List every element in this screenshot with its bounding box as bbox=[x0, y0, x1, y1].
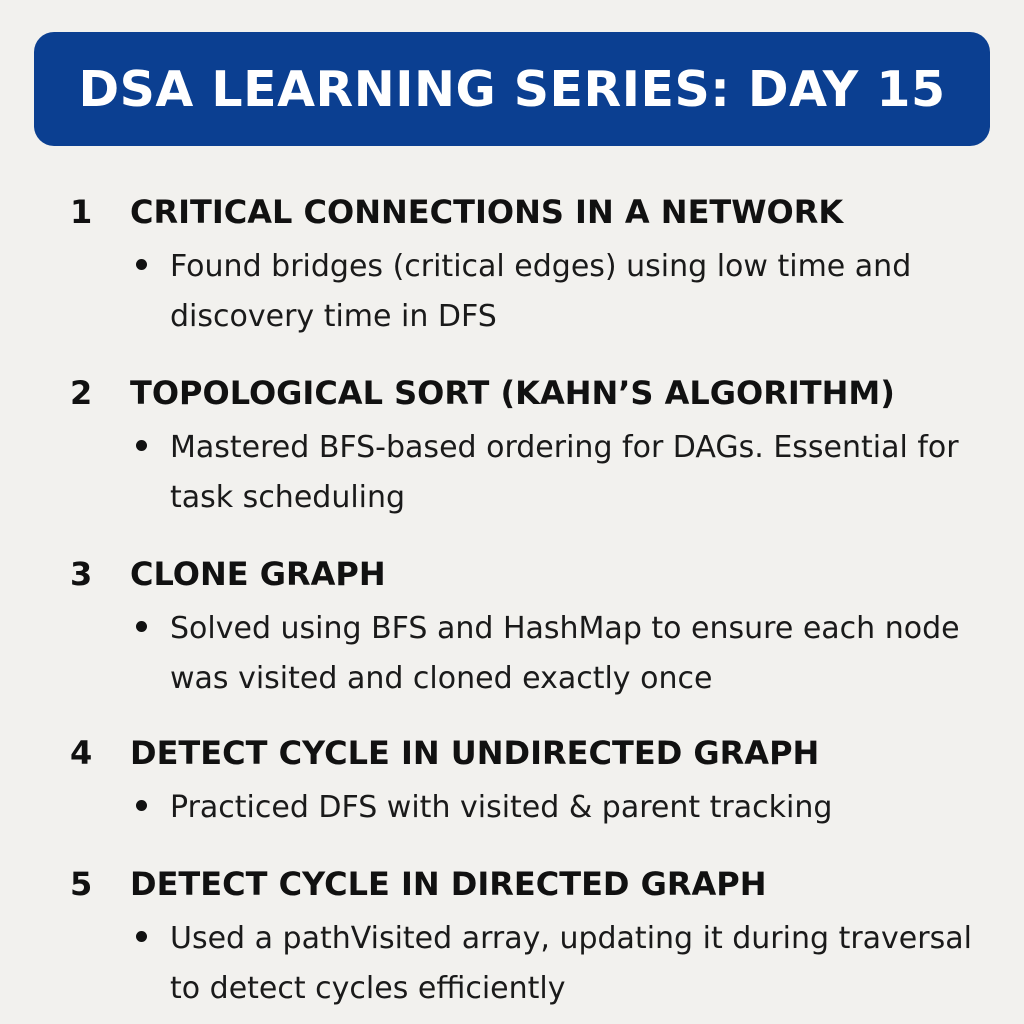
item-number: 4 bbox=[70, 734, 93, 772]
page-title: DSA LEARNING SERIES: DAY 15 bbox=[78, 60, 946, 118]
item-number: 2 bbox=[70, 374, 93, 412]
bullet-dot-icon bbox=[136, 440, 147, 451]
bullet-dot-icon bbox=[136, 800, 147, 811]
item-heading: DETECT CYCLE IN UNDIRECTED GRAPH bbox=[130, 734, 820, 772]
item-number: 1 bbox=[70, 193, 93, 231]
bullet-dot-icon bbox=[136, 259, 147, 270]
bullet-dot-icon bbox=[136, 621, 147, 632]
item-bullet-text: Mastered BFS-based ordering for DAGs. Essential for task scheduling bbox=[170, 430, 959, 515]
item-heading: CRITICAL CONNECTIONS IN A NETWORK bbox=[130, 193, 844, 231]
item-bullet-text: Found bridges (critical edges) using low time and discovery time in DFS bbox=[170, 249, 912, 334]
bullet-dot-icon bbox=[136, 931, 147, 942]
item-number: 5 bbox=[70, 865, 93, 903]
item-number: 3 bbox=[70, 555, 93, 593]
item-bullet-text: Practiced DFS with visited & parent tracking bbox=[170, 790, 833, 825]
item-heading: CLONE GRAPH bbox=[130, 555, 386, 593]
item-bullet-text: Used a pathVisited array, updating it during traversal to detect cycles efficiently bbox=[170, 921, 972, 1006]
item-heading: DETECT CYCLE IN DIRECTED GRAPH bbox=[130, 865, 767, 903]
item-bullet-text: Solved using BFS and HashMap to ensure each node was visited and cloned exactly once bbox=[170, 611, 960, 696]
item-heading: TOPOLOGICAL SORT (KAHN’S ALGORITHM) bbox=[130, 374, 895, 412]
